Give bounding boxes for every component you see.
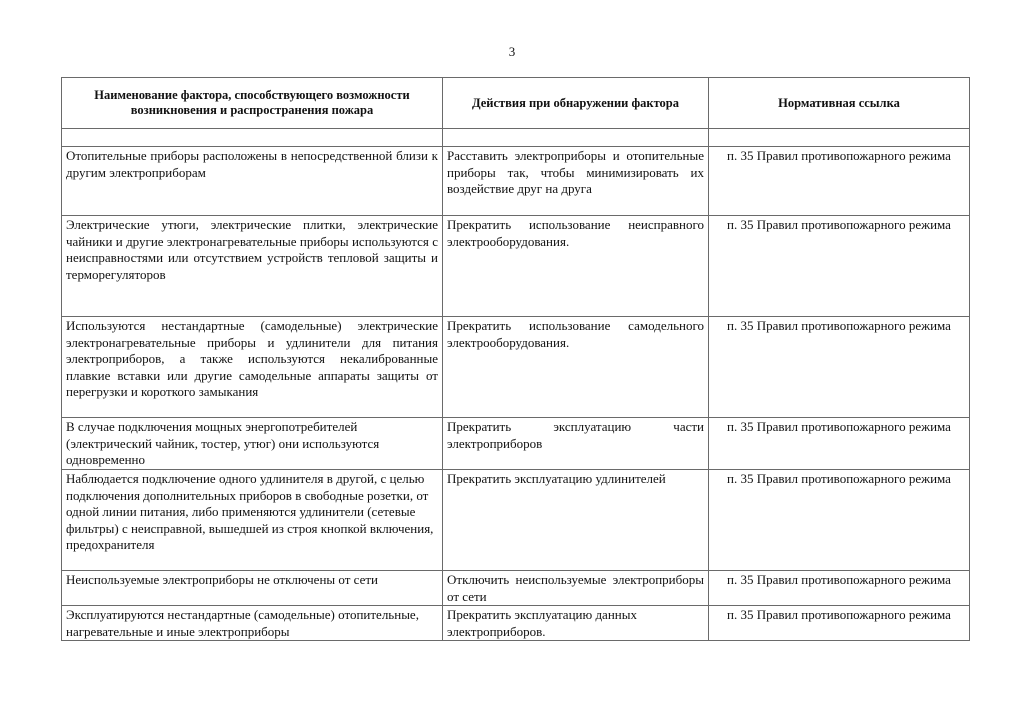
action-cell: Отключить неиспользуемые электроприборы от сети xyxy=(443,571,709,606)
factor-cell: Отопительные приборы расположены в непосредственной близи к другим электроприборам xyxy=(62,147,443,216)
table-row xyxy=(62,317,970,418)
reference-cell: п. 35 Правил противопожарного режима xyxy=(709,317,970,418)
header-reference: Нормативная ссылка xyxy=(709,78,970,129)
header-factor: Наименование фактора, способствующего возможности возникновения и распространения пожара xyxy=(62,78,443,129)
table-row xyxy=(62,147,970,216)
reference-cell: п. 35 Правил противопожарного режима xyxy=(709,470,970,571)
factor-cell: Наблюдается подключение одного удлинителя в другой, с целью подключения дополнительных приборов в свободные розетки, от одной линии питания, либо применяются удлинители (сетевые фильтры) с неисправной, вышедшей из строя кнопкой включения, предохранителя xyxy=(62,470,443,571)
table-row xyxy=(62,418,970,470)
factor-cell: Используются нестандартные (самодельные) электрические электронагревательные приборы и удлинители для питания электроприборов, а также используются некалиброванные плавкие вставки или другие самодельные аппараты защиты от перегрузки и короткого замыкания xyxy=(62,317,443,418)
action-cell: Прекратить использование неисправного электрооборудования. xyxy=(443,216,709,317)
action-cell: Прекратить эксплуатацию данных электроприборов. xyxy=(443,606,709,641)
factor-cell: В случае подключения мощных энергопотребителей (электрический чайник, тостер, утюг) они используются одновременно xyxy=(62,418,443,470)
table-header-row xyxy=(62,78,970,129)
table-row xyxy=(62,606,970,641)
action-cell: Прекратить использование самодельного электрооборудования. xyxy=(443,317,709,418)
factor-cell: Электрические утюги, электрические плитки, электрические чайники и другие электронагревательные приборы используются с неисправностями или отсутствием устройств тепловой защиты и терморегуляторов xyxy=(62,216,443,317)
action-cell: Прекратить эксплуатацию удлинителей xyxy=(443,470,709,571)
page-number: 3 xyxy=(508,44,516,59)
reference-cell: п. 35 Правил противопожарного режима xyxy=(709,147,970,216)
action-cell: Прекратить эксплуатацию части электроприборов xyxy=(443,418,709,470)
header-action: Действия при обнаружении фактора xyxy=(443,78,709,129)
reference-cell: п. 35 Правил противопожарного режима xyxy=(709,216,970,317)
reference-cell: п. 35 Правил противопожарного режима xyxy=(709,418,970,470)
table-row xyxy=(62,470,970,571)
factor-cell: Неиспользуемые электроприборы не отключены от сети xyxy=(62,571,443,606)
action-cell: Расставить электроприборы и отопительные приборы так, чтобы минимизировать их воздействие друг на друга xyxy=(443,147,709,216)
fire-factors-table xyxy=(61,77,970,641)
factor-cell: Эксплуатируются нестандартные (самодельные) отопительные, нагревательные и иные электроприборы xyxy=(62,606,443,641)
reference-cell: п. 35 Правил противопожарного режима xyxy=(709,571,970,606)
empty-row xyxy=(62,129,970,147)
table-row xyxy=(62,216,970,317)
reference-cell: п. 35 Правил противопожарного режима xyxy=(709,606,970,641)
table-row xyxy=(62,571,970,606)
